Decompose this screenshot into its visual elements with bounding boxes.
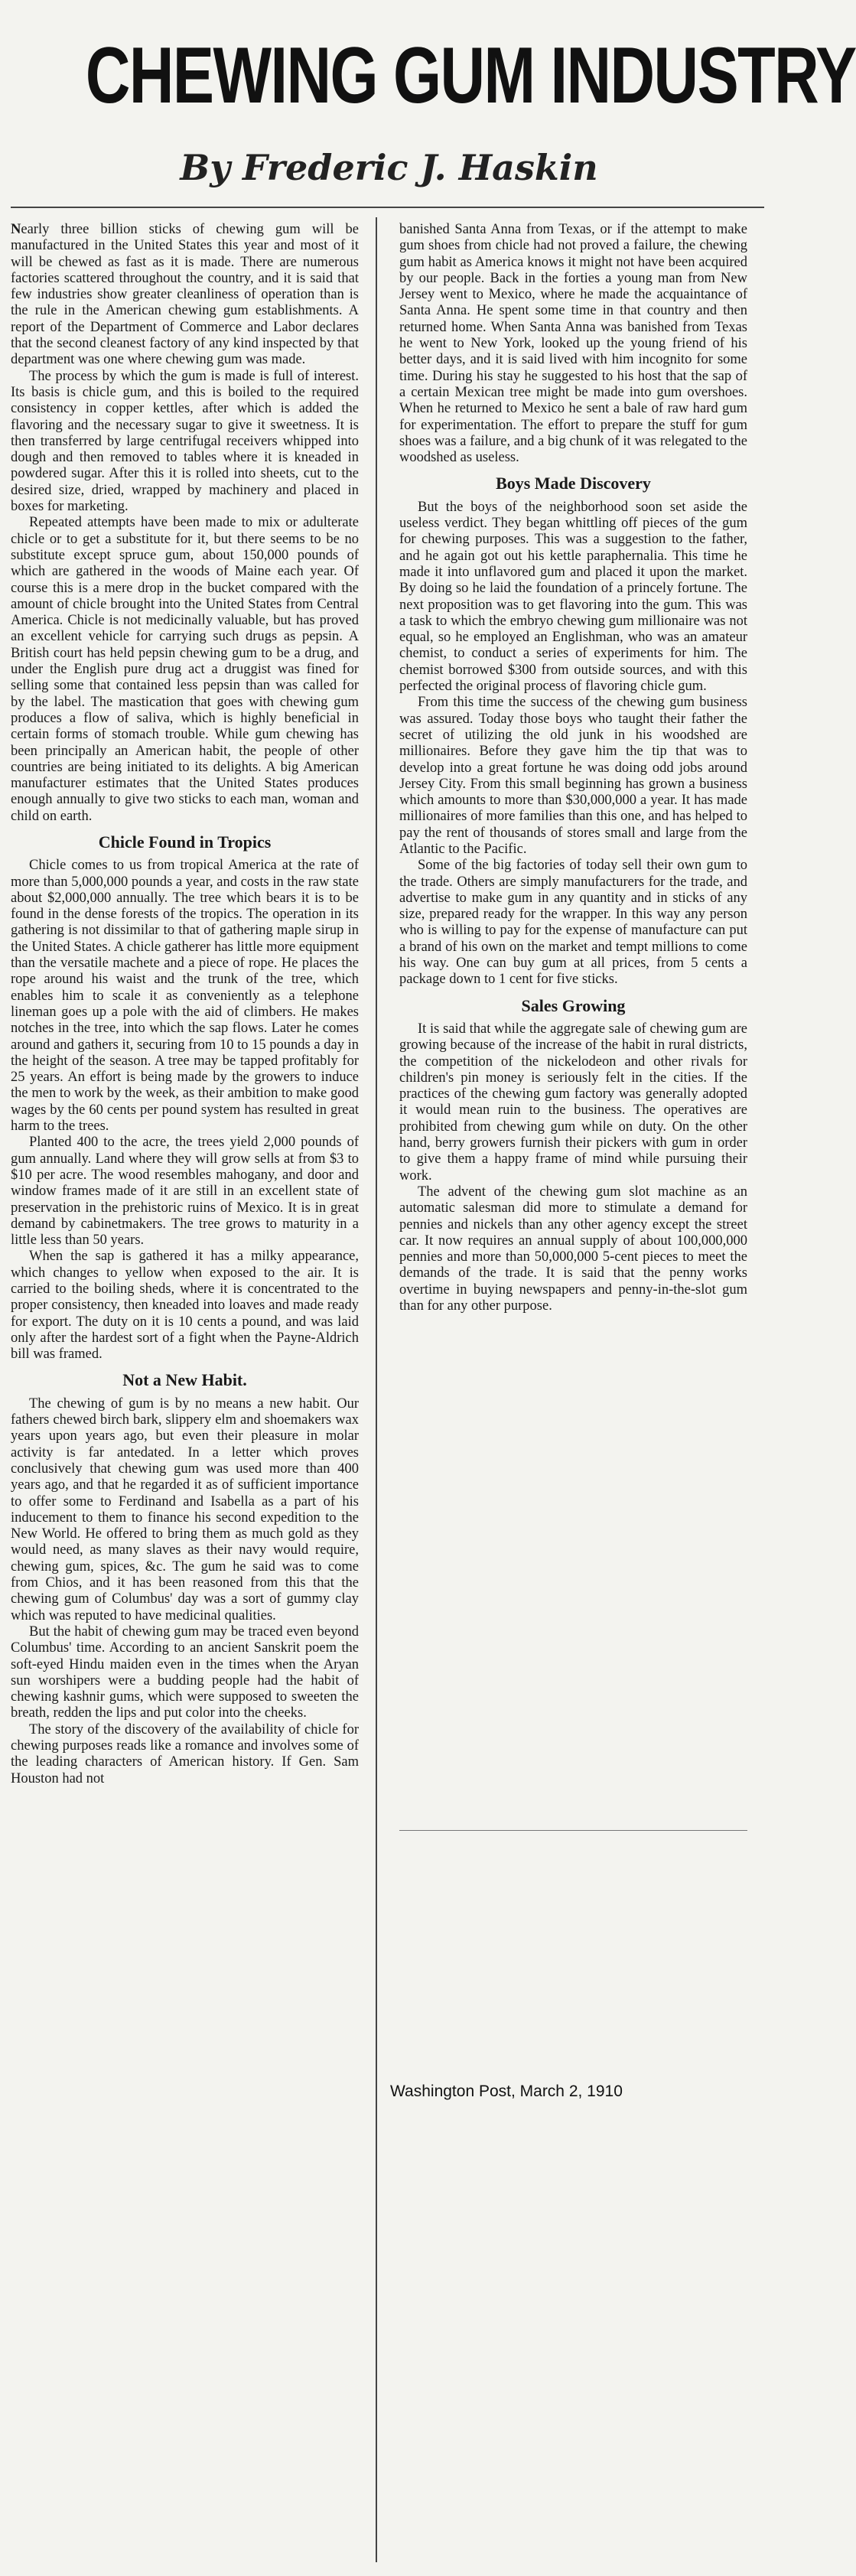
article-paragraph: From this time the success of the chewing gum business was assured. Today those boys who taught their father the secret of utilizing the old junk in his woodshed are millionaires. Before they gave him the tip that was to develop into a great fortune he was doing odd jobs around Jersey City. From this small beginning has grown a business which amounts to more than $30,000,000 a year. It has made millionaires of more families than this one, and has helped to pay the rent of thousands of stores small and large from the Atlantic to the Pacific.	[399, 695, 747, 857]
article-paragraph: When the sap is gathered it has a milky appearance, which changes to yellow when exposed to the air. It is carried to the boiling sheds, where it is concentrated to the proper consistency, then kneaded into loaves and made ready for export. The duty on it is 10 cents a pound, and was laid only after the hardest sort of a fight when the Payne-Aldrich bill was framed.	[11, 1249, 359, 1363]
source-citation: Washington Post, March 2, 1910	[390, 2083, 623, 2100]
masthead	[0, 0, 856, 207]
article-paragraph: But the boys of the neighborhood soon set aside the useless verdict. They began whittling off pieces of the gum for chewing purposes. This was a suggestion to the father, and he again got out his kettle paraphernalia. This time he made it into unflavored gum and placed it upon the market. By doing so he laid the foundation of a princely fortune. The next proposition was to get flavoring into the gum. This was a task to which the embryo chewing gum millionaire was not equal, so he employed an Englishman, who was an amateur chemist, to conduct a series of experiments for him. The chemist borrowed $300 from outside sources, and with this perfected the original process of flavoring chicle gum.	[399, 499, 747, 695]
right-column-end-rule	[399, 1830, 747, 1831]
article-paragraph: But the habit of chewing gum may be traced even beyond Columbus' time. According to an ancient Sanskrit poem the soft-eyed Hindu maiden even in the times when the Aryan sun worshipers were a budding people had the habit of chewing kashnir gums, which were supposed to sweeten the breath, redden the lips and put color into the cheeks.	[11, 1623, 359, 1721]
headline: CHEWING GUM INDUSTRY	[85, 31, 856, 120]
article-paragraph: Nearly three billion sticks of chewing gum will be manufactured in the United States this year and most of it will be chewed as fast as it is made. There are numerous factories scattered throughout the country, and it is said that few industries show greater cleanliness of operation than is the rule in the American chewing gum establishments. A report of the Department of Commerce and Labor declares that the second cleanest factory of any kind inspected by that department was one where chewing gum was made.	[11, 222, 359, 368]
column-divider	[376, 217, 377, 2562]
article-paragraph: It is said that while the aggregate sale of chewing gum are growing because of the increase of the habit in rural districts, the competition of the nickelodeon and other rivals for children's pin money is seriously felt in the cities. If the practices of the chewing gum factory was generally adopted it would mean ruin to the business. The operatives are prohibited from chewing gum while on duty. On the other hand, berry growers furnish their pickers with gum in order to give them a happy frame of mind while pursuing their work.	[399, 1021, 747, 1184]
article-paragraph: The story of the discovery of the availability of chicle for chewing purposes reads like a romance and involves some of the leading characters of American history. If Gen. Sam Houston had not	[11, 1721, 359, 1786]
article-paragraph: Some of the big factories of today sell their own gum to the trade. Others are simply manufacturers for the trade, and advertise to make gum in any quantity and in sticks of any size, prepared ready for the wrapper. In this way any person who is willing to pay for the expense of manufacture can put a brand of his own on the market and tempt millions to come his way. One can buy gum at all prices, from 5 cents a package down to 1 cent for five sticks.	[399, 858, 747, 988]
right-column	[399, 222, 747, 1821]
section-heading: Not a New Habit.	[122, 1370, 247, 1390]
section-heading: Chicle Found in Tropics	[98, 832, 272, 852]
left-column	[11, 222, 359, 2563]
section-heading: Boys Made Discovery	[496, 474, 651, 493]
article-paragraph: Planted 400 to the acre, the trees yield 2,000 pounds of gum annually. Land where they will grow sells at from $3 to $10 per acre. The wood resembles mahogany, and door and window frames made of it are still in an excellent state of preservation in the prehistoric ruins of Mexico. It is in great demand by cabinetmakers. The tree grows to maturity in a little less than 50 years.	[11, 1135, 359, 1249]
article-paragraph: Repeated attempts have been made to mix or adulterate chicle or to get a substitute for it, but there seems to be no substitute except spruce gum, about 150,000 pounds of which are gathered in the woods of Maine each year. Of course this is a mere drop in the bucket compared with the amount of chicle brought into the United States from Central America. Chicle is not medicinally valuable, but has proved an excellent vehicle for carrying such drugs as pepsin. A British court has held pepsin chewing gum to be a drug, and under the English pure drug act a druggist was fined for selling some that contained less pepsin than was called for by the label. The mastication that goes with chewing gum produces a flow of saliva, which is highly beneficial in certain forms of stomach trouble. While gum chewing has been principally an American habit, the people of other countries are being initiated to its delights. A big American manufacturer estimates that the United States produces enough annually to give two sticks to each man, woman and child on earth.	[11, 515, 359, 824]
header-rule	[11, 207, 764, 208]
article-paragraph: The process by which the gum is made is full of interest. Its basis is chicle gum, and this is boiled to the required consistency in copper kettles, after which is added the flavoring and the necessary sugar to give it sweetness. It is then transferred by large centrifugal receivers whipped into dough and then removed to tables where it is kneaded in powdered sugar. After this it is rolled into sheets, cut to the desired size, dried, wrapped by machinery and placed in boxes for marketing.	[11, 368, 359, 515]
article-paragraph: banished Santa Anna from Texas, or if the attempt to make gum shoes from chicle had not proved a failure, the chewing gum habit as America knows it might not have been acquired by our people. Back in the forties a young man from New Jersey went to Mexico, where he made the acquaintance of Santa Anna. He spent some time in that country and then returned home. When Santa Anna was banished from Texas he went to New York, looked up the young friend of his better days, and it is said lived with him incognito for some time. During his stay he suggested to his host that the sap of a certain Mexican tree might be made into gum overshoes. When he returned to Mexico he sent a bale of raw hard gum for experimentation. The effort to prepare the stuff for gum shoes was a failure, and a big chunk of it was relegated to the woodshed as useless.	[399, 222, 747, 466]
article-paragraph: Chicle comes to us from tropical America at the rate of more than 5,000,000 pounds a year, and costs in the raw state about $2,000,000 annually. The tree which bears it is to be found in the dense forests of the tropics. The operation in its gathering is not dissimilar to that of gathering maple sirup in the United States. A chicle gatherer has little more equipment than the versatile machete and a piece of rope. He places the rope around his waist and the trunk of the tree, which enables him to scale it as conveniently as a telephone lineman goes up a pole with the aid of climbers. He makes notches in the tree, into which the sap flows. Later he comes around and gathers it, securing from 10 to 15 pounds a day in the height of the season. A tree may be tapped profitably for 25 years. An effort is being made by the growers to induce the men to work by the week, as their ambition to make good wages by the 60 cents per pound system has resulted in great harm to the trees.	[11, 858, 359, 1135]
section-heading: Sales Growing	[521, 995, 626, 1015]
byline: By Frederic J. Haskin	[180, 147, 598, 188]
article-paragraph: The advent of the chewing gum slot machine as an automatic salesman did more to stimulate a demand for pennies and nickels than any other agency except the street car. It now requires an annual supply of about 100,000,000 pennies and more than 50,000,000 5-cent pieces to meet the demands of the trade. It is said that the penny works overtime in buying newspapers and penny-in-the-slot gum than for any other purpose.	[399, 1184, 747, 1314]
article-paragraph: The chewing of gum is by no means a new habit. Our fathers chewed birch bark, slippery elm and shoemakers wax years upon years ago, but even their pleasure in molar activity is far antedated. In a letter which proves conclusively that chewing gum was used more than 400 years ago, and that he regarded it as of sufficient importance to offer some to Ferdinand and Isabella as a part of his inducement to them to finance his second expedition to the New World. He offered to bring them as much gold as they would need, as many slaves as their navy would require, chewing gum, spices, &c. The gum he said was to come from Chios, and it has been reasoned from this that the chewing gum of Columbus' day was a sort of gummy clay which was reputed to have medicinal qualities.	[11, 1395, 359, 1623]
